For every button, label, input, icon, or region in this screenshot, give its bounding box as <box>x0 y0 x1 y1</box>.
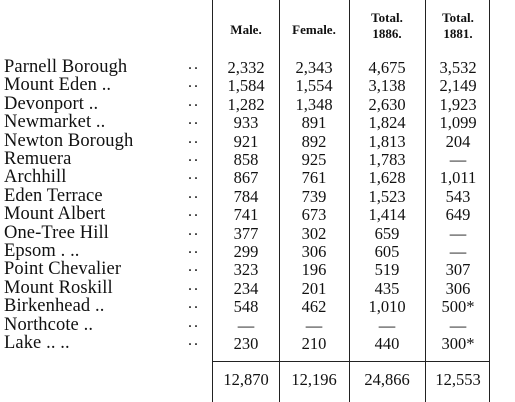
total-1881-count: 3,532 <box>439 58 477 77</box>
male-count: 377 <box>233 223 259 243</box>
table-row <box>0 129 515 151</box>
leader-dots: .. <box>188 332 200 349</box>
leader-dots: .. <box>188 313 200 331</box>
total-1881-count: 1,011 <box>439 168 477 188</box>
female-count: 2,343 <box>295 58 333 77</box>
female-count: 306 <box>301 242 327 261</box>
female-count: 892 <box>301 131 327 151</box>
total-1881-count: — <box>449 315 467 335</box>
male-count: 933 <box>233 113 259 133</box>
leader-dots: .. <box>188 92 200 110</box>
place-name: Archhill <box>4 167 67 188</box>
table-row <box>0 184 515 206</box>
total-1886-count: 440 <box>374 334 400 353</box>
table-row <box>0 221 515 243</box>
male-count: 921 <box>233 131 259 151</box>
total-1886-count: 1,813 <box>368 131 406 151</box>
male-count: 234 <box>233 278 259 298</box>
total-1881-count: — <box>449 242 467 261</box>
total-1881-count: — <box>449 150 467 169</box>
total-1886-count: 3,138 <box>368 76 406 96</box>
place-name: Epsom . .. <box>4 241 80 261</box>
male-count: 784 <box>233 186 259 206</box>
female-count: 302 <box>301 223 327 243</box>
total-1881: 12,553 <box>435 370 481 389</box>
leader-dots: .. <box>188 184 200 202</box>
table-row <box>0 148 515 169</box>
table-row <box>0 56 515 77</box>
leader-dots: .. <box>188 56 200 73</box>
table-row <box>0 258 515 280</box>
total-1886-count: 1,010 <box>368 297 406 317</box>
leader-dots: .. <box>188 258 200 276</box>
male-count: 858 <box>233 150 259 169</box>
total-1886-count: 4,675 <box>368 58 406 77</box>
header-total-1881: Total. 1881. <box>442 10 474 41</box>
table-row <box>0 92 515 114</box>
total-1881-count: — <box>449 223 467 243</box>
place-name: Mount Roskill <box>4 277 113 298</box>
total-1886-count: 1,628 <box>368 168 406 188</box>
leader-dots: .. <box>188 203 200 221</box>
header-female: Female. <box>292 22 336 37</box>
table-row <box>0 276 515 298</box>
total-1881-count: 1,099 <box>439 113 477 133</box>
male-count: 741 <box>233 205 259 225</box>
header-male: Male. <box>230 22 262 37</box>
female-count: 761 <box>301 168 327 188</box>
female-count: 1,348 <box>295 94 333 114</box>
leader-dots: .. <box>188 240 200 257</box>
place-name: Remuera <box>4 149 72 169</box>
leader-dots: .. <box>188 295 200 313</box>
female-count: 673 <box>301 205 327 225</box>
total-1881-count: 307 <box>445 260 471 280</box>
total-1881-count: 649 <box>445 205 471 225</box>
table-row <box>0 313 515 335</box>
total-1886-count: 519 <box>374 260 400 280</box>
place-name: Newton Borough <box>4 130 134 151</box>
total-1886: 24,866 <box>364 370 410 389</box>
total-1881-count: 1,923 <box>439 94 477 114</box>
male-count: 323 <box>233 260 259 280</box>
female-count: 196 <box>301 260 327 280</box>
male-count: 1,584 <box>227 76 265 96</box>
place-name: Newmarket .. <box>4 112 106 133</box>
total-female: 12,196 <box>291 370 337 389</box>
leader-dots: .. <box>188 148 200 165</box>
male-count: 2,332 <box>227 58 265 77</box>
place-name: Mount Albert <box>4 204 106 225</box>
total-1886-count: 1,523 <box>368 186 406 206</box>
table-row <box>0 203 515 225</box>
female-count: 1,554 <box>295 76 333 96</box>
male-count: 230 <box>233 334 259 353</box>
total-1886-count: 1,414 <box>368 205 406 225</box>
female-count: — <box>305 315 323 335</box>
female-count: 739 <box>301 186 327 206</box>
male-count: 1,282 <box>227 94 265 114</box>
total-1886-count: 1,783 <box>368 150 406 169</box>
place-name: Birkenhead .. <box>4 296 105 317</box>
total-1881-count: 500* <box>441 297 475 317</box>
total-1886-count: 435 <box>374 278 400 298</box>
table-row <box>0 111 515 133</box>
total-1881-count: 306 <box>445 278 471 298</box>
total-male: 12,870 <box>223 370 269 389</box>
leader-dots: .. <box>188 276 200 294</box>
female-count: 201 <box>301 278 327 298</box>
total-1881-count: 204 <box>445 131 471 151</box>
header-total-1886: Total. 1886. <box>371 10 403 41</box>
leader-dots: .. <box>188 74 200 92</box>
place-name: Point Chevalier <box>4 259 122 280</box>
table-row <box>0 295 515 317</box>
place-name: Parnell Borough <box>4 57 128 77</box>
female-count: 925 <box>301 150 327 169</box>
male-count: 299 <box>233 242 259 261</box>
place-name: One-Tree Hill <box>4 222 109 243</box>
place-name: Lake .. .. <box>4 333 70 353</box>
leader-dots: .. <box>188 221 200 239</box>
female-count: 891 <box>301 113 327 133</box>
male-count: 548 <box>233 297 259 317</box>
total-1886-count: 605 <box>374 242 400 261</box>
male-count: 867 <box>233 168 259 188</box>
leader-dots: .. <box>188 111 200 129</box>
place-name: Mount Eden .. <box>4 75 112 96</box>
female-count: 210 <box>301 334 327 353</box>
place-name: Northcote .. <box>4 314 94 335</box>
place-name: Eden Terrace <box>4 185 103 206</box>
leader-dots: .. <box>188 129 200 147</box>
total-1881-count: 300* <box>441 334 475 353</box>
total-1881-count: 543 <box>445 186 471 206</box>
total-rule <box>212 361 489 362</box>
table-row <box>0 240 515 261</box>
total-1886-count: 2,630 <box>368 94 406 114</box>
table-row <box>0 332 515 353</box>
leader-dots: .. <box>188 166 200 184</box>
total-1886-count: 1,824 <box>368 113 406 133</box>
table-row <box>0 166 515 188</box>
total-1886-count: — <box>378 315 396 335</box>
total-1886-count: 659 <box>374 223 400 243</box>
female-count: 462 <box>301 297 327 317</box>
male-count: — <box>237 315 255 335</box>
place-name: Devonport .. <box>4 93 99 114</box>
total-1881-count: 2,149 <box>439 76 477 96</box>
table-row <box>0 74 515 96</box>
